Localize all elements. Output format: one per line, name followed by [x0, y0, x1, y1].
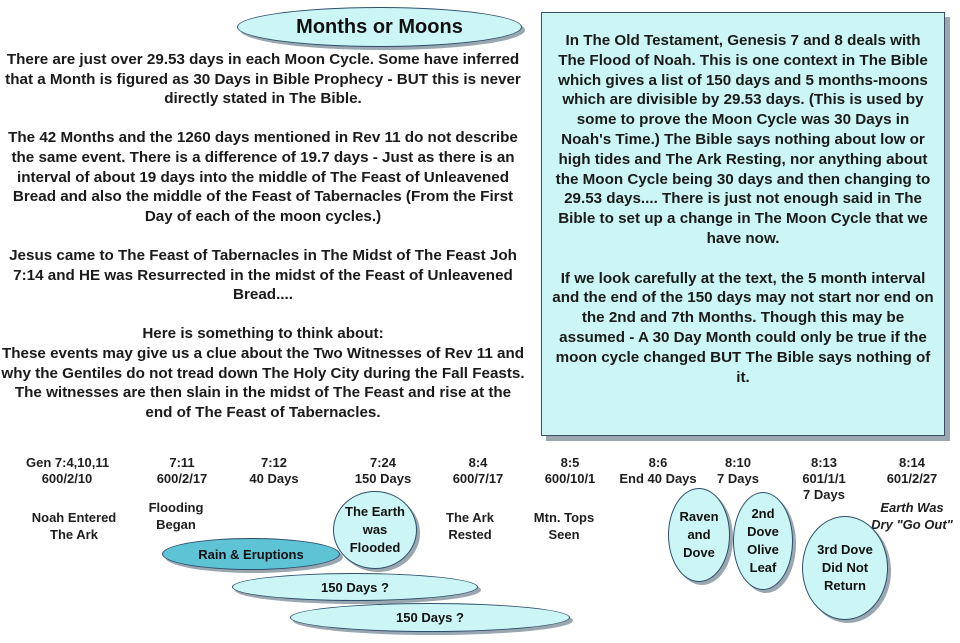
rain-eruptions-label: Rain & Eruptions: [198, 546, 304, 562]
event-earth-dry: Earth Was Dry "Go Out": [871, 500, 953, 532]
timeline-label-7-24: [335, 455, 431, 487]
event-noah-entered: Noah Entered The Ark: [31, 510, 117, 542]
timeline-sub: 600/7/17: [452, 471, 504, 486]
event-flooding-began: Flooding Began: [148, 500, 204, 532]
timeline-ref: 8:4: [468, 455, 488, 470]
timeline-label-8-6: [610, 455, 706, 487]
timeline-label-8-5: [528, 455, 612, 487]
event-earth-flooded: The Earth was Flooded: [345, 504, 405, 555]
event-raven-dove: Raven and Dove: [679, 509, 719, 560]
timeline-ref: 8:5: [560, 455, 580, 470]
days-150-bar-b: [290, 603, 570, 632]
timeline-label-8-4: [436, 455, 520, 487]
left-paragraph-4: [0, 324, 526, 422]
page-title: [237, 7, 522, 47]
timeline-sub: 601/1/1: [802, 471, 846, 486]
days-150-bar-a: [232, 573, 478, 601]
timeline-label-7-11: [140, 455, 224, 487]
event-third-dove-circle: [802, 516, 888, 620]
left-paragraph-2: The 42 Months and the 1260 days mentioned in Rev 11 do not describe the same event. There is a difference of 19.7 days - Just as there is an interval of about 19 days into the middle of The Feast of Unleavened Bread and also the middle of the Feast of Tabernacles (From the First Day of each of the moon cycles.): [8, 129, 518, 225]
timeline-ref: 8:14: [898, 455, 926, 470]
event-ark-rested: The Ark Rested: [446, 510, 494, 542]
event-raven-dove-circle: [668, 488, 730, 582]
right-paragraph-1: In The Old Testament, Genesis 7 and 8 deals with The Flood of Noah. This is one context in The Bible which gives a list of 150 days and 5 months-moons which are divisible by 29.53 days. (This is used by some to prove the Moon Cycle was 30 Days in Noah's Time.) The Bible says nothing about low or high tides and The Ark Resting, nor anything about the Moon Cycle being 30 days and then changing to 29.53 days.... There is just not enough said in The Bible to set up a change in The Moon Cycle that we have now.: [555, 32, 931, 247]
timeline-sub: 600/10/1: [544, 471, 596, 486]
timeline-label-7-12: [232, 455, 316, 487]
timeline-ref: 7:24: [369, 455, 397, 470]
days-150-label-b: 150 Days ?: [396, 610, 464, 625]
timeline-sub: End 40 Days: [619, 471, 697, 486]
right-info-box: [541, 12, 945, 436]
timeline-sub: 150 Days: [354, 471, 412, 486]
timeline-label-8-13: [784, 455, 864, 503]
left-paragraph-1: There are just over 29.53 days in each Moon Cycle. Some have inferred that a Month is figured as 30 Days in Bible Prophecy - BUT this is never directly stated in The Bible.: [5, 51, 521, 108]
timeline-sub: 601/2/27: [886, 471, 938, 486]
timeline-ref: 8:13: [810, 455, 838, 470]
timeline-ref: Gen 7:4,10,11: [26, 455, 110, 470]
event-third-dove: 3rd Dove Did Not Return: [817, 542, 873, 593]
timeline-ref: 8:10: [724, 455, 752, 470]
left-text-block: [0, 50, 526, 422]
page-title-text: Months or Moons: [296, 15, 463, 38]
timeline-ref: 8:6: [648, 455, 668, 470]
days-150-label-a: 150 Days ?: [321, 579, 389, 595]
event-mtn-tops-seen: Mtn. Tops Seen: [533, 510, 595, 542]
event-second-dove: 2nd Dove Olive Leaf: [747, 506, 779, 575]
timeline-label-gen-7-4: [26, 455, 108, 487]
timeline-label-8-14: [870, 455, 954, 487]
event-earth-flooded-circle: [333, 491, 417, 569]
event-second-dove-circle: [733, 492, 793, 590]
timeline-sub2: 7 Days: [803, 487, 845, 502]
timeline-ref: 7:12: [260, 455, 288, 470]
timeline-ref: 7:11: [169, 455, 195, 470]
timeline-label-8-10: [700, 455, 776, 487]
right-paragraph-2: If we look carefully at the text, the 5 month interval and the end of the 150 days may not start nor end on the 2nd and 7th Months. Though this may be assumed - A 30 Day Month could only be true if the moon cycle changed BUT The Bible says nothing of it.: [552, 269, 934, 386]
timeline-sub: 40 Days: [249, 471, 299, 486]
timeline-sub: 7 Days: [717, 471, 759, 486]
rain-eruptions-bar: [162, 538, 340, 570]
left-paragraph-4-head: Here is something to think about:: [142, 325, 384, 343]
timeline-sub: 600/2/10: [41, 471, 93, 486]
timeline-sub: 600/2/17: [156, 471, 208, 486]
left-paragraph-3: Jesus came to The Feast of Tabernacles in The Midst of The Feast Joh 7:14 and HE was Resurrected in the midst of the Feast of Unleavened Bread....: [9, 246, 517, 304]
left-paragraph-4-body: These events may give us a clue about the Two Witnesses of Rev 11 and why the Gentiles do not tread down The Holy City during the Fall Feasts. The witnesses are then slain in the midst of The Feast and rise at the end of The Feast of Tabernacles.: [1, 344, 525, 421]
